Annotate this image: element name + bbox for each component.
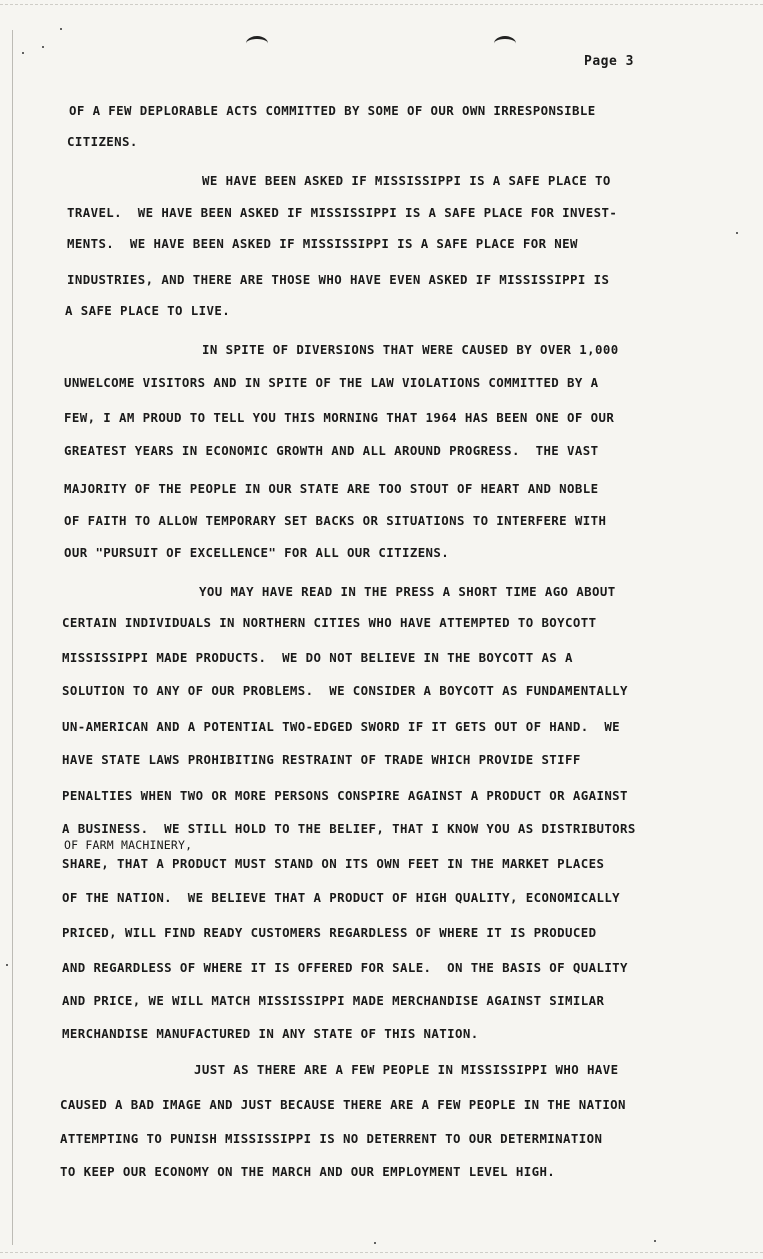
text-line: A BUSINESS. WE STILL HOLD TO THE BELIEF, THAT I KNOW YOU AS DISTRIBUTORS: [62, 821, 636, 836]
text-line: A SAFE PLACE TO LIVE.: [65, 303, 231, 318]
text-line: OF FAITH TO ALLOW TEMPORARY SET BACKS OR SITUATIONS TO INTERFERE WITH: [64, 513, 607, 528]
scan-speck: [374, 1242, 376, 1244]
text-line: MENTS. WE HAVE BEEN ASKED IF MISSISSIPPI IS A SAFE PLACE FOR NEW: [67, 236, 578, 251]
text-line: ATTEMPTING TO PUNISH MISSISSIPPI IS NO DETERRENT TO OUR DETERMINATION: [60, 1131, 603, 1146]
scan-speck: [736, 232, 738, 234]
text-line: CERTAIN INDIVIDUALS IN NORTHERN CITIES WHO HAVE ATTEMPTED TO BOYCOTT: [62, 615, 597, 630]
text-line: AND PRICE, WE WILL MATCH MISSISSIPPI MADE MERCHANDISE AGAINST SIMILAR: [62, 993, 605, 1008]
scan-speck: [42, 46, 44, 48]
text-line: OF THE NATION. WE BELIEVE THAT A PRODUCT OF HIGH QUALITY, ECONOMICALLY: [62, 890, 621, 905]
text-line: INDUSTRIES, AND THERE ARE THOSE WHO HAVE EVEN ASKED IF MISSISSIPPI IS: [67, 272, 610, 287]
text-line: CAUSED A BAD IMAGE AND JUST BECAUSE THERE ARE A FEW PEOPLE IN THE NATION: [60, 1097, 626, 1112]
text-line: MERCHANDISE MANUFACTURED IN ANY STATE OF THIS NATION.: [62, 1026, 479, 1041]
text-line: CITIZENS.: [67, 134, 138, 149]
text-line: SHARE, THAT A PRODUCT MUST STAND ON ITS OWN FEET IN THE MARKET PLACES: [62, 856, 605, 871]
text-line: SOLUTION TO ANY OF OUR PROBLEMS. WE CONSIDER A BOYCOTT AS FUNDAMENTALLY: [62, 683, 628, 698]
inserted-note: OF FARM MACHINERY,: [64, 838, 193, 852]
text-line: OUR "PURSUIT OF EXCELLENCE" FOR ALL OUR CITIZENS.: [64, 545, 450, 560]
text-line: PENALTIES WHEN TWO OR MORE PERSONS CONSPIRE AGAINST A PRODUCT OR AGAINST: [62, 788, 628, 803]
text-line: UN-AMERICAN AND A POTENTIAL TWO-EDGED SWORD IF IT GETS OUT OF HAND. WE: [62, 719, 621, 734]
page-edge-left: [12, 30, 13, 1245]
text-line: HAVE STATE LAWS PROHIBITING RESTRAINT OF TRADE WHICH PROVIDE STIFF: [62, 752, 581, 767]
scan-speck: [22, 52, 24, 54]
text-line: MAJORITY OF THE PEOPLE IN OUR STATE ARE TOO STOUT OF HEART AND NOBLE: [64, 481, 599, 496]
text-line: IN SPITE OF DIVERSIONS THAT WERE CAUSED BY OVER 1,000: [202, 342, 619, 357]
text-line: AND REGARDLESS OF WHERE IT IS OFFERED FOR SALE. ON THE BASIS OF QUALITY: [62, 960, 628, 975]
text-line: PRICED, WILL FIND READY CUSTOMERS REGARDLESS OF WHERE IT IS PRODUCED: [62, 925, 597, 940]
text-line: YOU MAY HAVE READ IN THE PRESS A SHORT TIME AGO ABOUT: [199, 584, 616, 599]
scan-speck: [654, 1240, 656, 1242]
text-line: TO KEEP OUR ECONOMY ON THE MARCH AND OUR EMPLOYMENT LEVEL HIGH.: [60, 1164, 556, 1179]
text-line: TRAVEL. WE HAVE BEEN ASKED IF MISSISSIPPI IS A SAFE PLACE FOR INVEST-: [67, 205, 618, 220]
text-line: GREATEST YEARS IN ECONOMIC GROWTH AND ALL AROUND PROGRESS. THE VAST: [64, 443, 599, 458]
scan-speck: [6, 964, 8, 966]
page-edge-bottom: [0, 1252, 763, 1253]
scan-speck: [60, 28, 62, 30]
page-number: Page 3: [584, 54, 634, 69]
text-line: FEW, I AM PROUD TO TELL YOU THIS MORNING THAT 1964 HAS BEEN ONE OF OUR: [64, 410, 615, 425]
text-line: JUST AS THERE ARE A FEW PEOPLE IN MISSISSIPPI WHO HAVE: [194, 1062, 619, 1077]
text-line: UNWELCOME VISITORS AND IN SPITE OF THE LAW VIOLATIONS COMMITTED BY A: [64, 375, 599, 390]
binder-hole-mark: [246, 36, 268, 51]
text-line: OF A FEW DEPLORABLE ACTS COMMITTED BY SOME OF OUR OWN IRRESPONSIBLE: [69, 103, 596, 118]
page-edge-top: [0, 4, 763, 5]
text-line: WE HAVE BEEN ASKED IF MISSISSIPPI IS A SAFE PLACE TO: [202, 173, 611, 188]
binder-hole-mark: [494, 36, 516, 51]
text-line: MISSISSIPPI MADE PRODUCTS. WE DO NOT BELIEVE IN THE BOYCOTT AS A: [62, 650, 573, 665]
